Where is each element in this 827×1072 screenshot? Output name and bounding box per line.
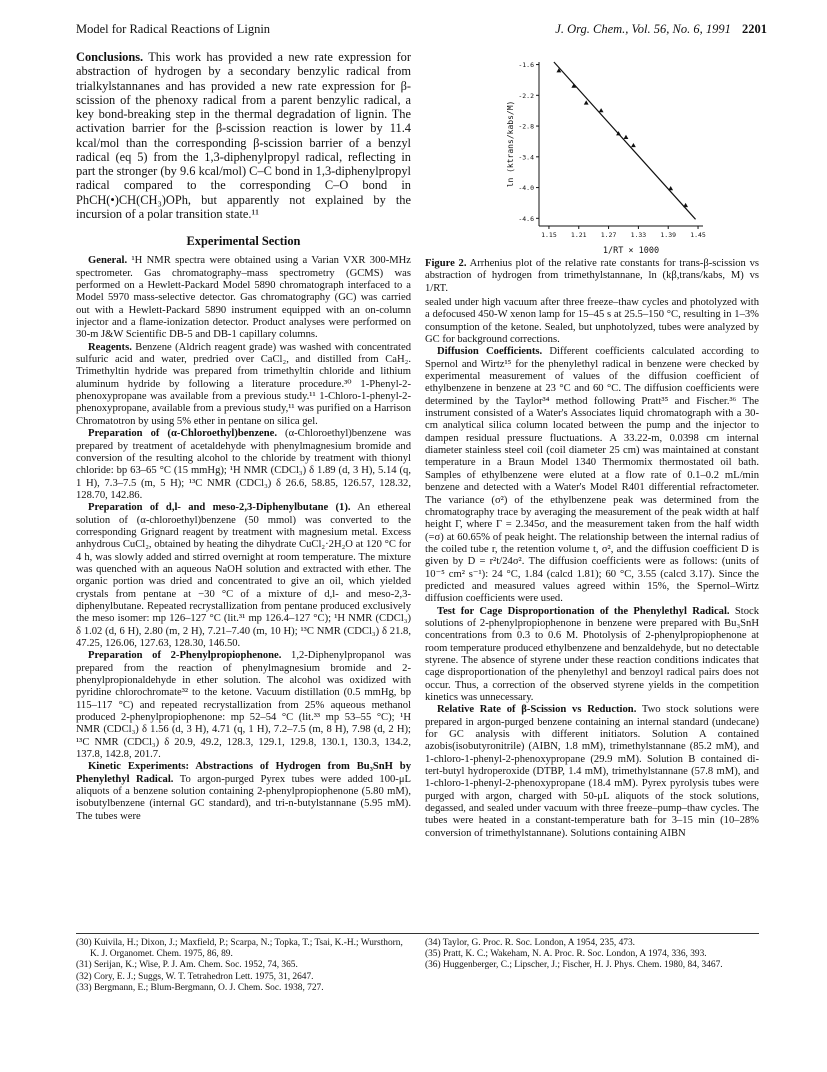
conclusions-text: This work has provided a new rate expression for abstraction of hydrogen by a secondary benzylic radical from trialkylstannanes and has provided a new rate expression for β-scission of the phenoxy radical from a parent benzylic radical, a key bond-breaking step in the thermal degradation of lignin. The activation barrier for the β-scission reaction is lower by 11.4 kcal/mol than the corresponding β-scission barrier of a benzyl radical (eq 5) from the 1,3-diphenylpropyl radical, reflecting in part the stronger (by 9.6 kcal/mol) C–C bond in 1,3-diphenylpropyl radical compared to the corresponding C–O bond in PhCH(•)CH(CH₃)OPh, but apparently not explained by the incursion of a polar transition state.¹¹ bbox=[76, 50, 411, 221]
x-tick-label: 1.45 bbox=[690, 231, 706, 239]
footnote: (32) Cory, E. J.; Suggs, W. T. Tetrahedron Lett. 1975, 31, 2647. bbox=[76, 971, 314, 982]
prep-chloroethylbenzene-text: (α-Chloroethyl)benzene was prepared by treatment of acetaldehyde with phenylmagnesium bromide and conversion of the resulting alcohol to the chloride by treatment with thionyl chloride: bp 63–65 °C (15 mmHg); ¹H NMR (CDCl₃) δ 1.89 (d, 3 H), 5.14 (q, 1 H), 7.3–7.5 (m, 5 H); ¹³C NMR (CDCl₃) δ 26.6, 58.85, 126.57, 128.32, 128.70, 142.86. bbox=[76, 428, 412, 501]
running-header: Model for Radical Reactions of Lignin bbox=[76, 22, 271, 36]
footnotes-right bbox=[425, 938, 759, 972]
footnote: (33) Bergmann, E.; Blum-Bergmann, O. J. Chem. Soc. 1938, 727. bbox=[76, 982, 324, 993]
relative-rate-heading: Relative Rate of β-Scission vs Reduction. bbox=[437, 704, 637, 716]
data-point bbox=[683, 203, 688, 207]
prep-diphenylbutane-text: An ethereal solution of (α-chloroethyl)benzene (50 mmol) was converted to the corresponding Grignard reagent by treatment with magnesium metal. Excess anhydrous CuCl₂, obtained by heating the dihydrate CuCl₂·2H₂O at 120 °C for 4 h, was slowly added and stirred overnight at room temperature. The mixture was quenched with an aqueous NaOH solution and extracted with ether. The organic portion was dried and concentrated to give an oil, which yielded crystals from pentane at −30 °C of a mixture of d,l- and meso-2,3-diphenylbutane. Repeated recrystallization from pentane produced exclusively the meso isomer: mp 126–127 °C (lit.³¹ mp 126.4–127 °C); ¹H NMR (CDCl₃) δ 1.02 (d, 6 H), 2.80 (m, 2 H), 7.21–7.40 (m, 10 H); ¹³C NMR (CDCl₃) δ 21.8, 47.25, 126.06, 127.63, 128.30, 146.50. bbox=[76, 502, 411, 649]
cage-paragraph bbox=[425, 606, 759, 705]
data-point bbox=[584, 100, 589, 104]
x-tick-label: 1.33 bbox=[630, 231, 647, 239]
cage-heading: Test for Cage Disproportionation of the Phenylethyl Radical. bbox=[437, 605, 730, 617]
reagents-text: Benzene (Aldrich reagent grade) was washed with concentrated sulfuric acid and water, predried over CaCl₂, and distilled from CaH₂. Trimethyltin hydride was prepared from trimethyltin chloride and lithium aluminum hydride by following a literature procedure.³⁰ 1-Phenyl-2-phenoxypropane was available from a previous study.¹¹ 1-Chloro-1-phenyl-2-phenoxypropane, available from a previous study,¹¹ was purified on a Harrison Chromatotron by using 5% ether in pentane on silica gel. bbox=[76, 341, 411, 427]
x-tick-label: 1.39 bbox=[660, 231, 677, 239]
general-text: ¹H NMR spectra were obtained using a Varian VXR 300-MHz spectrometer. Gas chromatography–mass spectrometry (GCMS) was performed on a Hewlett-Packard Model 5890 chromatograph interfaced to a Model 5970 mass-selective detector. Gas chromatography (GC) was carried out with a Hewlett-Packard 5890 instrument equipped with an on-column injector and a flame-ionization detector. Product analyses were performed on 30-m J&W Scientific DB-5 and DB-1 capillary columns. bbox=[76, 255, 411, 341]
footnote: (34) Taylor, G. Proc. R. Soc. London, A 1954, 235, 473. bbox=[425, 938, 635, 948]
arrhenius-plot bbox=[425, 50, 759, 256]
prep-phenylpropiophenone-paragraph bbox=[76, 650, 411, 761]
general-heading: General. bbox=[88, 255, 128, 267]
prep-diphenylbutane-paragraph bbox=[76, 502, 411, 650]
conclusions-paragraph bbox=[76, 50, 411, 221]
prep-chloroethylbenzene-paragraph bbox=[76, 428, 411, 502]
data-point bbox=[668, 186, 673, 190]
footnote: (31) Serijan, K.; Wise, P. J. Am. Chem. Soc. 1952, 74, 365. bbox=[76, 960, 298, 971]
kinetic-text: To argon-purged Pyrex tubes were added 100-μL aliquots of a benzene solution containing 2-phenylpropiophenone (5.80 mM), isobutylbenzene (internal GC standard), and tri-n-butylstannane (5.95 mM). The tubes were bbox=[76, 773, 411, 822]
journal-citation bbox=[555, 22, 767, 37]
x-tick-label: 1.21 bbox=[570, 231, 587, 239]
y-tick-label: -1.6 bbox=[518, 61, 534, 70]
relative-rate-text: Two stock solutions were prepared in argon-purged benzene containing an internal standard (undecane) for GC analysis with different initiators. Solution A contained azobis(isobutyronitrile) (AIBN, 1.8 mM), trimethylstannane (85.2 mM), and 1-chloro-1-phenyl-2-phenoxypropane (29.9 mM). Solution B contained di-tert-butyl hydroperoxide (DTBP, 1.4 mM), trimethylstannane (57.8 mM), and 1-chloro-1-phenyl-2-phenoxypropane (18.4 mM). Pyrex pyrolysis tubes were purged with argon, charged with 50-μL aliquots of the stock solutions, degassed, and sealed under vacuum with three freeze–pump–thaw cycles. The tubes were heated in a constant-temperature bath for 3–15 min (10–28% conversion of trimethylstannane). Solutions containing AIBN bbox=[425, 704, 759, 839]
x-tick-label: 1.15 bbox=[541, 231, 557, 239]
reagents-heading: Reagents. bbox=[88, 341, 132, 353]
footnote-rule bbox=[76, 933, 759, 934]
figure-caption bbox=[425, 258, 759, 295]
page-number: 2201 bbox=[742, 22, 767, 36]
y-axis-label: ln (ktrans/kabs/M) bbox=[506, 100, 515, 188]
diffusion-paragraph bbox=[425, 346, 759, 605]
figure-caption-label: Figure 2. bbox=[425, 258, 467, 269]
prep-phenylpropiophenone-text: 1,2-Diphenylpropanol was prepared from the reaction of phenylmagnesium bromide and 2-phenylpropionaldehyde in ether solution. The alcohol was oxidized with pyridine chlorochromate³² to the ketone. Vacuum distillation (0.5 mmHg, bp 115–117 °C) and repeated recrystallization from 25% aqueous methanol produced 2-phenylpropiophenone: mp 52–54 °C (lit.³³ mp 53–55 °C); ¹H NMR (CDCl₃) δ 1.56 (d, 3 H), 4.71 (q, 1 H), 7.2–7.5 (m, 8 H), 7.98 (d, 2 H); ¹³C NMR (CDCl₃) δ 20.9, 49.2, 128.3, 129.1, 129.8, 130.1, 130.3, 134.2, 137.8, 142.8, 201.7. bbox=[76, 650, 411, 761]
diffusion-text: Different coefficients calculated according to Spernol and Wirtz¹⁵ for the phenylethyl radical in benzene were checked by experimental measurement of values of the diffusion coefficient of ethylbenzene in benzene at 23 °C and 60 °C. The diffusion coefficients were determined by the Taylor³⁴ method following Pratt³⁵ and Fischer.³⁶ The instrument consisted of a Water's Associates liquid chromatograph with a 30-cm analytical silica column located between the pump and the injector to dampen residual pressure fluctuations. A 33.22-m, 0.0398 cm internal diameter stainless steel coil (coil diameter 25 cm) was maintained at constant temperature in a Braun Model 1340 Thermomix thermostated oil bath. Samples of ethylbenzene were eluted at a flow rate of 0.1–0.2 mL/min benzene and detected with a Water's Model R401 differential refractometer. The variance (σ²) of the ethylbenzene peak was determined from the chromatography trace by averaging the measurement of the peak width at half height Γ, where Γ = 2.345σ, and the measurement taken from the half width (=σ) at 60.65% of peak height. The relationship between the internal radius of the coiled tube r, the retention volume t, σ², and the diffusion coefficient D is given by D = r²t/24σ². The diffusion coefficients were as follows: (units of 10⁻⁵ cm² s⁻¹): 24 °C, 1.84 (calcd 1.81); 60 °C, 3.55 (calcd 3.17). Since the predicted and measured values agreed within 15%, the Spernol–Wirtz diffusion coefficients were used. bbox=[425, 346, 759, 605]
diffusion-heading: Diffusion Coefficients. bbox=[437, 346, 543, 358]
prep-phenylpropiophenone-heading: Preparation of 2-Phenylpropiophenone. bbox=[88, 650, 282, 662]
arrhenius-figure bbox=[425, 50, 759, 256]
data-point bbox=[599, 108, 604, 112]
cage-text: Stock solutions of 2-phenylpropiophenone in benzene were prepared with Bu₃SnH concentrations from 0.3 to 0.6 M. Photolysis of 2-phenylpropiophenone at room temperature produced ethylbenzene and benzaldehyde, but no detectable styrene. The absence of styrene under these reaction conditions indicates that cage disproportionation of the phenylethyl and benzoyl radical pairs does not occur. Thus, a correction of the observed styrene yields in the competition kinetics was unnecessary. bbox=[425, 605, 759, 703]
data-point bbox=[624, 135, 629, 139]
footnote: (35) Pratt, K. C.; Wakeham, N. A. Proc. R. Soc. London, A 1974, 336, 393. bbox=[425, 949, 707, 960]
kinetic-heading: Kinetic Experiments: Abstractions of Hydrogen from Bu₃SnH by Phenylethyl Radical. bbox=[76, 761, 411, 785]
journal-name: J. Org. Chem., Vol. 56, No. 6, 1991 bbox=[555, 22, 731, 36]
right-column bbox=[425, 297, 759, 840]
kinetic-paragraph bbox=[76, 761, 411, 823]
y-tick-label: -3.4 bbox=[518, 153, 534, 162]
data-point bbox=[631, 143, 636, 147]
general-paragraph bbox=[76, 255, 411, 341]
fit-line bbox=[554, 62, 696, 219]
x-axis-label: 1/RT × 1000 bbox=[602, 246, 660, 256]
y-tick-label: -2.8 bbox=[518, 122, 534, 131]
footnote: (36) Huggenberger, C.; Lipscher, J.; Fischer, H. J. Phys. Chem. 1980, 84, 3467. bbox=[425, 960, 723, 971]
footnote: (30) Kuivila, H.; Dixon, J.; Maxfield, P.; Scarpa, N.; Topka, T.; Tsai, K.-H.; Wursthorn, K. J. Organomet. Chem. 1975, 86, 89. bbox=[76, 938, 403, 960]
left-column bbox=[76, 50, 411, 823]
reagents-paragraph bbox=[76, 342, 411, 428]
y-tick-label: -4.6 bbox=[518, 214, 534, 223]
y-tick-label: -2.2 bbox=[518, 91, 534, 100]
sealed-paragraph: sealed under high vacuum after three freeze–thaw cycles and photolyzed with a defocused 450-W xenon lamp for 15–45 s at 25.5–150 °C, resulting in 1–3% consumption of the ketone. Sealed, but unphotolyzed, tubes were analyzed by GC for background corrections. bbox=[425, 297, 759, 346]
x-tick-label: 1.27 bbox=[600, 231, 617, 239]
y-tick-label: -4.0 bbox=[518, 184, 534, 193]
experimental-section-title: Experimental Section bbox=[186, 234, 301, 248]
conclusions-heading: Conclusions. bbox=[76, 50, 144, 64]
relative-rate-paragraph bbox=[425, 704, 759, 840]
prep-chloroethylbenzene-heading: Preparation of (α-Chloroethyl)benzene. bbox=[88, 428, 278, 440]
footnotes-left bbox=[76, 938, 411, 994]
figure-caption-text: Arrhenius plot of the relative rate constants for trans-β-scission vs abstraction of hydrogen from trimethylstannane, ln (kβ,trans/kabs, M) vs 1/RT. bbox=[425, 258, 759, 294]
prep-diphenylbutane-heading: Preparation of d,l- and meso-2,3-Diphenylbutane (1). bbox=[88, 502, 351, 514]
